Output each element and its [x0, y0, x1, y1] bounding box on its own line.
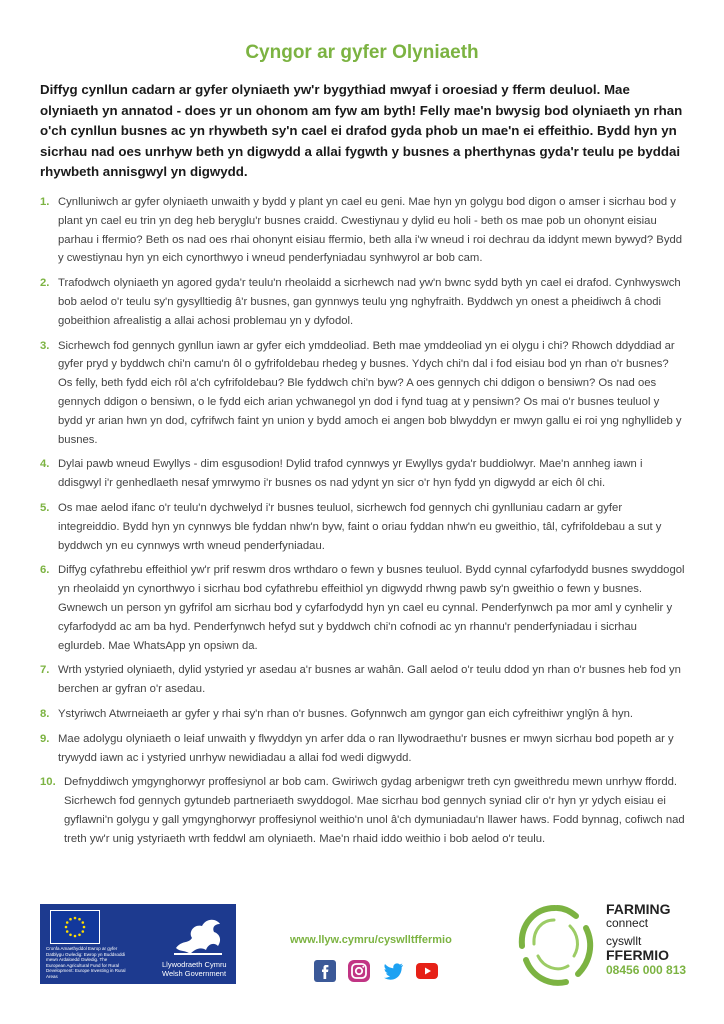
item-number: 10.	[40, 776, 56, 789]
youtube-icon[interactable]	[416, 960, 438, 982]
item-number: 5.	[40, 501, 50, 514]
page-title: Cyngor ar gyfer Olyniaeth	[245, 42, 479, 63]
item-number: 8.	[40, 707, 50, 720]
list-item	[40, 661, 685, 699]
list-item	[40, 455, 685, 493]
instagram-icon[interactable]	[348, 960, 370, 982]
intro-paragraph: Diffyg cynllun cadarn ar gyfer olyniaeth yw'r bygythiad mwyaf i oroesiad y fferm deuluol. Mae olyniaeth yn annatod - does yr un ohonom am fyw am byth! Felly mae'n bwysig bod olyniaeth yn rhan o'ch cynllun busnes ac yn rhywbeth sy'n cael ei drafod gyda phob un mae'n ei effeithio. Bydd hyn yn sicrhau nad oes unrhyw beth yn digwydd a allai fygwth y busnes a pherthynas gyda'r teulu pe byddai rhywbeth annisgwyl yn digwydd.	[40, 82, 683, 179]
item-number: 1.	[40, 196, 50, 208]
brand-line-farming: FARMING	[606, 901, 671, 917]
brand-block	[606, 902, 716, 978]
item-text: Wrth ystyried olyniaeth, dylid ystyried yr asedau a'r busnes ar wahân. Gall aelod o'r teulu ddod yn rhan o'r busnes heb fod yn berchen ar gyfran o'r asedau.	[58, 664, 681, 696]
eu-stars-icon	[51, 911, 99, 943]
list-item	[40, 193, 685, 268]
social-icons	[314, 960, 454, 984]
welsh-dragon-icon	[168, 910, 228, 960]
item-number: 6.	[40, 564, 50, 577]
item-text: Trafodwch olyniaeth yn agored gyda'r teulu'n rheolaidd a sicrhewch nad yw'n bwnc sydd byth yn cael ei drafod. Cynhwyswch bob aelod o'r teulu sy'n gysylltiedig â'r busnes, gan gynnwys teulu yng nghyfraith. Byddwch yn onest a pheidiwch â chodi gobeithion afrealistig a allai achosi problemau yn y dyfodol.	[58, 277, 681, 327]
funding-text: Cronfa Amaethyddol Ewrop ar gyfer Datblygu Gwledig: Ewrop yn Buddsoddi mewn Ardaloedd Gwledig. The European Agricultural Fund for Rural Development: Europe Investing in Rural Areas	[46, 946, 126, 979]
item-text: Mae adolygu olyniaeth o leiaf unwaith y flwyddyn yn arfer dda o ran llywodraethu'r busnes er mwyn sicrhau bod popeth ar y trywydd iawn ac i ystyried unrhyw newidiadau a allai fod wedi digwydd.	[58, 732, 674, 764]
brand-line-connect: connect	[606, 916, 649, 930]
phone-number: 08456 000 813	[606, 963, 687, 977]
list-item	[40, 773, 685, 848]
item-number: 4.	[40, 458, 50, 471]
farming-connect-logo-icon	[510, 898, 600, 994]
list-item	[40, 730, 685, 768]
funding-badge	[40, 904, 236, 984]
footer	[0, 898, 724, 1008]
list-item	[40, 705, 685, 724]
website-link[interactable]: www.llyw.cymru/cyswlltffermio	[290, 934, 452, 946]
brand-line-ffermio: FFERMIO	[606, 947, 669, 963]
item-text: Sicrhewch fod gennych gynllun iawn ar gyfer eich ymddeoliad. Beth mae ymddeoliad yn ei olygu i chi? Rhowch ddyddiad ar gyfer pryd y byddwch chi'n camu'n ôl o gyfrifoldebau rhedeg y busnes. Ydych chi'n dal i fod eisiau bod yn rhan o'r busnes? Os felly, beth fydd eich rôl a'ch cyfrifoldebau? Ble fyddwch chi'n byw? A oes gennych chi ddigon o bensiwn? Os nad oes gennych ddigon o bensiwn, o le fydd eich arian ychwanegol yn dod i fynd tuag at y pensiwn? Os mai o'r busnes teuluol y bydd yr arian hwn yn dod, cyfrifwch faint yn union y bydd amoch ei angen bob blwyddyn er mwyn gallu ei roi yng nghyllideb y busnes.	[58, 339, 682, 446]
item-text: Defnyddiwch ymgynghorwyr proffesiynol ar bob cam. Gwiriwch gydag arbenigwr treth cyn gweithredu mewn unrhyw ffordd. Sicrhewch fod gennych gytundeb partneriaeth swyddogol. Mae sicrhau bod gennych syniad clir o'r hyn yr ydych eisiau ei gyflawni'n golygu y gall ymgynghorwyr proffesiynol weithio'n unol â'ch dymuniadau'n llawer haws. Fodd bynnag, cofiwch nad treth yw'r unig ystyriaeth wrth feddwl am olyniaeth. Mae'n rhaid iddo weithio i bob aelod o'r teulu.	[64, 776, 685, 845]
eu-flag-icon	[50, 910, 100, 944]
list-item	[40, 337, 685, 450]
government-text: Llywodraeth Cymru Welsh Government	[162, 960, 227, 978]
item-number: 9.	[40, 732, 50, 745]
list-item	[40, 274, 685, 330]
item-text: Os mae aelod ifanc o'r teulu'n dychwelyd i'r busnes teuluol, sicrhewch fod gennych chi gynlluniau cadarn ar gyfer integreiddio. Bydd hyn yn cynnwys ble fyddan nhw'n byw, faint o oriau fyddan nhw'n eu gweithio, tâl, cyfrifoldebau a sut y byddwch yn eu cynnwys wrth wneud penderfyniadau.	[58, 501, 662, 552]
item-text: Cynlluniwch ar gyfer olyniaeth unwaith y bydd y plant yn cael eu geni. Mae hyn yn golygu bod digon o amser i sicrhau bod y plant yn cael eu trin yn deg heb beryglu'r busnes craidd. Cwestiynau y dylid eu holi - beth os mae pob un ohonynt eisiau parhau i ffermio? Beth os nad oes rhai ohonynt eisiau ffermio, beth alla i'w wneud i roi dechrau da iddynt mewn bywyd? Bydd y cwestiynau hyn yn eich cynorthwyo i wneud penderfyniadau synhwyrol ar bob cam.	[58, 196, 683, 265]
list-item	[40, 499, 685, 555]
advice-list	[40, 193, 685, 855]
facebook-icon[interactable]	[314, 960, 336, 982]
item-text: Dylai pawb wneud Ewyllys - dim esgusodion! Dylid trafod cynnwys yr Ewyllys gyda'r buddiolwyr. Mae'n annheg iawn i ddisgwyl i'r genhedlaeth nesaf ymrwymo i'r busnes os nad ydynt yn sicr o'r hyn fydd yn digwydd ar eich ôl chi.	[58, 458, 643, 490]
item-text: Diffyg cyfathrebu effeithiol yw'r prif reswm dros wrthdaro o fewn y busnes teuluol. Bydd cynnal cyfarfodydd busnes swyddogol yn rheolaidd yn cynorthwyo i sicrhau bod cyfathrebu effeithiol yn digwydd rhwng pawb sy'n gweithio o fewn y busnes. Gwnewch un person yn gyfrifol am sicrhau bod y cyfarfodydd hyn yn cael eu cynnal. Penderfynwch pa mor aml y cynhelir y cyfarfodydd ac am ba hyd. Penderfynwch hefyd sut y byddwch chi'n cofnodi ac yn rhannu'r penderfyniadau i sicrhau eglurdeb. Mae WhatsApp yn opsiwn da.	[58, 564, 685, 652]
item-number: 7.	[40, 664, 50, 677]
item-number: 3.	[40, 339, 50, 352]
twitter-icon[interactable]	[382, 960, 404, 982]
item-text: Ystyriwch Atwrneiaeth ar gyfer y rhai sy'n rhan o'r busnes. Gofynnwch am gyngor gan eich cyfreithiwr ynglŷn â hyn.	[58, 707, 634, 720]
list-item	[40, 561, 685, 655]
brand-line-cyswllt: cyswllt	[606, 934, 642, 948]
item-number: 2.	[40, 277, 50, 290]
